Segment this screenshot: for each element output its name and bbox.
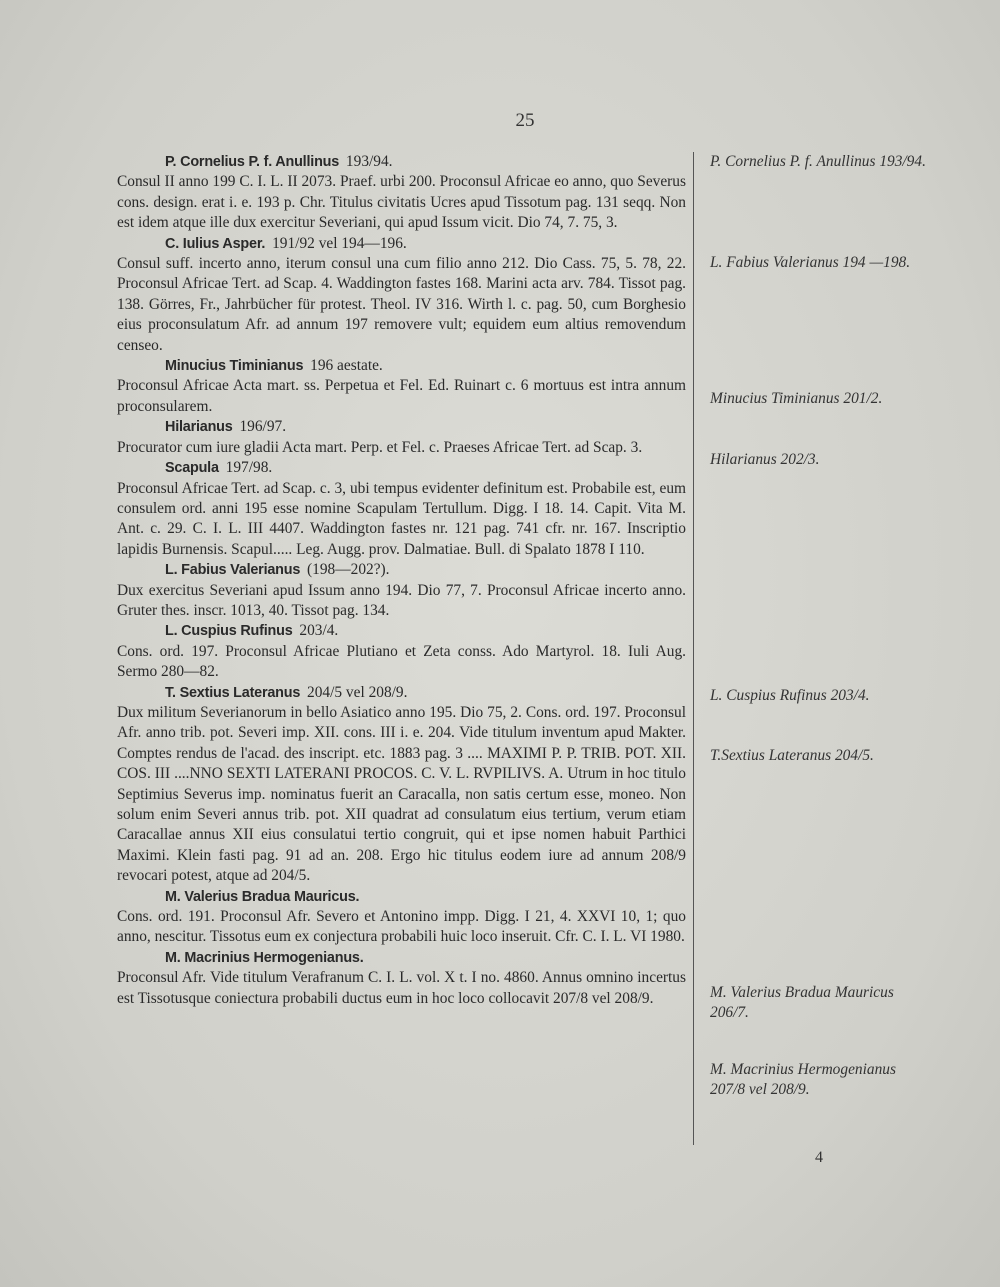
entry-asper (117, 234, 686, 356)
entry-body: Dux exercitus Severiani apud Issum anno 194. Dio 77, 7. Proconsul Africae incerto anno. Gruter thes. inscr. 1013, 40. Tissot pag. 134. (117, 581, 686, 619)
entry-name: Scapula (165, 460, 219, 477)
entry-name: M. Valerius Bradua Mauricus. (165, 888, 360, 905)
entry-heading (117, 948, 686, 968)
entry-anullinus (117, 152, 686, 234)
entry-name: L. Fabius Valerianus (165, 562, 301, 579)
entry-name: Hilarianus (165, 419, 233, 436)
entry-heading (117, 234, 686, 254)
entry-heading (117, 683, 686, 703)
entry-heading (117, 152, 686, 172)
margin-note-hermogenianus: M. Macrinius Hermogenianus 207/8 vel 208/9. (710, 1061, 896, 1099)
entry-heading (117, 458, 686, 478)
entry-name: P. Cornelius P. f. Anullinus (165, 154, 340, 170)
entry-date: 196 aestate. (310, 357, 383, 375)
entry-hilarianus (117, 417, 686, 458)
entry-heading (117, 356, 686, 376)
margin-note-lateranus: T.Sextius Lateranus 204/5. (710, 747, 874, 764)
entry-name: C. Iulius Asper. (165, 235, 266, 252)
entry-name: T. Sextius Lateranus (165, 684, 301, 701)
entry-body: Procurator cum iure gladii Acta mart. Perp. et Fel. c. Praeses Africae Tert. ad Scap. 3. (117, 438, 643, 456)
entry-mauricus (117, 887, 686, 948)
entry-date: 193/94. (345, 153, 393, 170)
entry-date: 191/92 vel 194—196. (272, 234, 407, 252)
main-text-column (117, 152, 686, 1009)
entry-heading (117, 621, 686, 641)
column-divider (693, 152, 694, 1145)
entry-heading (117, 417, 686, 437)
margin-note-timinianus: Minucius Timinianus 201/2. (710, 390, 883, 407)
entry-date: 196/97. (239, 418, 287, 436)
entry-body: Consul suff. incerto anno, iterum consul una cum filio anno 212. Dio Cass. 75, 5. 78, 22. Proconsul Africae Tert. ad Scap. 4. Waddington fastes 168. Marini acta arv. 784. Tissot pag. 138. Görres, Fr., Jahrbücher für protest. Theol. IV 316. Wirth l. c. pag. 50, cum Borghesio eius proconsulatum Afr. ad annum 197 removere vult; equidem eum altius removendum censeo. (117, 255, 686, 354)
entry-body: Cons. ord. 197. Proconsul Africae Plutiano et Zeta conss. Ado Martyrol. 18. Iuli Aug. Sermo 280—82. (117, 642, 686, 681)
margin-note-hilarianus: Hilarianus 202/3. (710, 451, 820, 468)
entry-body: Cons. ord. 191. Proconsul Afr. Severo et Antonino impp. Digg. I 21, 4. XXVI 10, 1; quo anno, nescitur. Tissotus eum ex conjectura probabili huic loco inseruit. Cfr. C. I. L. VI 1980. (117, 908, 686, 946)
entry-name: L. Cuspius Rufinus (165, 623, 293, 640)
entry-heading (117, 887, 686, 907)
entry-body: Proconsul Africae Tert. ad Scap. c. 3, ubi tempus evidenter definitum est. Probabile est, eum consulem ord. anni 195 esse nomine Scapulam Tertullum. Digg. I 18. 14. Capit. Vita M. Ant. c. 29. C. I. L. III 4407. Waddington fastes nr. 121 pag. 741 cfr. nr. 167. Inscriptio lapidis Burnensis. Scapul..... Leg. Augg. prov. Dalmatiae. Bull. di Spalato 1878 I 110. (117, 479, 686, 558)
margin-note-anullinus: P. Cornelius P. f. Anullinus 193/94. (710, 153, 926, 170)
entry-name: M. Macrinius Hermogenianus. (165, 949, 364, 966)
entry-body: Dux militum Severianorum in bello Asiatico anno 195. Dio 75, 2. Cons. ord. 197. Proconsul Afr. anno trib. pot. Severi imp. XII. cons. III i. e. 204. Vide titulum inventum apud Makter. Comptes rendus de l'acad. des inscript. etc. 1883 pag. 3 .... MAXIMI P. P. TRIB. POT. XII. COS. III ....NNO SEXTI LATERANI PROCOS. C. V. L. RVPILIVS. A. Utrum in hoc titulo Septimius Severus imp. nominatus fuerit an Caracalla, non satis certum esse, moneo. Non solum enim Severi annus trib. pot. XII quadrat ad consulatum eius tertium, verum etiam Caracallae annus XII eius consulatui tertio congruit, qui et ipse nomen habuit Parthici Maximi. Klein fasti pag. 91 ad an. 208. Ergo hic titulus eodem iure ad annum 208/9 revocari potest, atque ad 204/5. (117, 703, 686, 885)
entry-scapula (117, 458, 686, 560)
entry-hermogenianus (117, 948, 686, 1009)
margin-note-mauricus: M. Valerius Bradua Mauricus 206/7. (710, 984, 894, 1022)
entry-date: 203/4. (299, 622, 339, 640)
entry-heading (117, 560, 686, 580)
entry-body: Consul II anno 199 C. I. L. II 2073. Praef. urbi 200. Proconsul Africae eo anno, quo Severus cons. design. erat i. e. 193 p. Chr. Titulus civitatis Ucres apud Tissotum pag. 131 seqq. Non est idem atque ille dux exercitur Severiani, qui apud Issum vicit. Dio 74, 7. 75, 3. (117, 173, 686, 232)
signature-mark: 4 (815, 1149, 823, 1166)
margin-note-rufinus: L. Cuspius Rufinus 203/4. (710, 687, 870, 704)
entry-date: 197/98. (225, 459, 273, 477)
entry-timinianus (117, 356, 686, 417)
entry-name: Minucius Timinianus (165, 358, 304, 375)
entry-rufinus (117, 621, 686, 682)
page-number: 25 (515, 110, 535, 131)
entry-lateranus (117, 683, 686, 887)
entry-body: Proconsul Africae Acta mart. ss. Perpetua et Fel. Ed. Ruinart c. 6 mortuus est intra annum proconsularem. (117, 377, 686, 415)
entry-body: Proconsul Afr. Vide titulum Verafranum C. I. L. vol. X t. I no. 4860. Annus omnino incertus est Tissotusque coniectura probabili ductus eum in hoc loco collocavit 207/8 vel 208/9. (117, 969, 686, 1007)
entry-valerianus (117, 560, 686, 621)
entry-date: 204/5 vel 208/9. (307, 683, 408, 701)
entry-date: (198—202?). (307, 561, 390, 579)
margin-note-valerianus: L. Fabius Valerianus 194 —198. (710, 254, 911, 271)
